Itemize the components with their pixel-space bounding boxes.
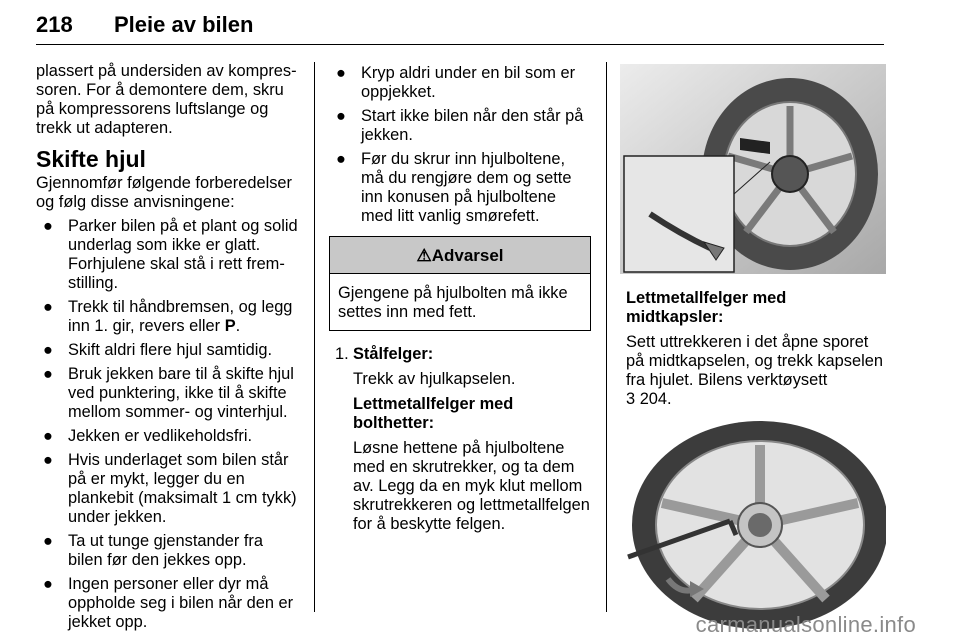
bullet-icon: ● [43,341,53,359]
list-item: ● Trekk til håndbremsen, og legg inn 1. gir, revers eller P. [43,298,293,335]
bullet-icon: ● [43,575,53,593]
list-item: ● Start ikke bilen når den står på jekken. [336,107,584,144]
page-title: Pleie av bilen [114,12,254,37]
warning-box [329,236,591,331]
warning-header [330,237,590,274]
lead-paragraph: Gjennomfør følgende forberedelser og følg disse anvisningene: [36,174,292,211]
step-item [329,345,591,364]
bullet-icon: ● [43,532,53,550]
step-number: 1. [335,345,349,363]
list-item: ● Parker bilen på et plant og solid underlag som ikke er glatt. Forhjulene skal stå i rett frem-stilling. [43,217,298,292]
bullet-icon: ● [43,451,53,469]
bullet-icon: ● [336,107,346,125]
bullet-icon: ● [336,150,346,168]
list-item: ● Før du skrur inn hjulboltene, må du rengjøre dem og sette inn konusen på hjulboltene med litt vanlig smørefett. [336,150,572,225]
column-1 [36,62,298,632]
wheel-center-cap-illustration [620,64,886,274]
list-item: ● Skift aldri flere hjul samtidig. [43,341,273,359]
intro-paragraph: plassert på undersiden av kompressoren. For å demontere dem, skru på kompressorens luftslange og trekk ut adapteren. [36,62,297,137]
wheel-alloy-illustration [620,417,886,629]
list-item: ● Kryp aldri under en bil som er oppjekket. [336,64,576,101]
caption-text: Sett uttrekkeren i det åpne sporet på midtkapselen, og trekk kapselen fra hjulet. Bilens verktøysett 3 204. [626,333,883,408]
page-header [36,4,884,45]
column-divider [606,62,607,612]
watermark: carmanualsonline.info [695,612,916,637]
page-reference-icon: 3 [626,390,636,408]
list-item: ● Ingen personer eller dyr må oppholde seg i bilen når den er jekket opp. [43,575,294,631]
bullet-icon: ● [43,217,53,235]
page-number: 218 [36,12,73,37]
bullet-icon: ● [336,64,346,82]
sub-text: Løsne hettene på hjulboltene med en skrutrekker, og ta dem av. Legg da en myk klut mellom skrutrekkeren og lettmetallfelgen for å beskytte felgen. [353,439,590,533]
list-item: ● Bruk jekken bare til å skifte hjul ved punktering, ikke til å skifte mellom sommer- og vinterhjul. [43,365,294,421]
column-3 [620,64,886,634]
warning-title: Advarsel [431,245,504,265]
caption-title: Lettmetallfelger med midtkapsler: [626,289,787,326]
warning-text: Gjengene på hjulbolten må ikke settes inn med fett. [338,284,568,321]
list-item: ● Jekken er vedlikeholdsfri. [43,427,253,445]
section-heading: Skifte hjul [36,146,146,172]
bullet-icon: ● [43,298,53,316]
sub-title: Lettmetallfelger med bolthetter: [353,395,514,432]
bullet-icon: ● [43,365,53,383]
bullet-icon: ● [43,427,53,445]
column-divider [314,62,315,612]
page-reference: 204. [639,390,672,408]
list-item: ● Ta ut tunge gjenstander fra bilen før den jekkes opp. [43,532,263,569]
list-item: ● Hvis underlaget som bilen står på er mykt, legger du en plankebit (maksimalt 1 cm tykk) under jekken. [43,451,297,526]
step-text: Trekk av hjulkapselen. [353,370,516,388]
column-2 [329,62,591,534]
step-title: Stålfelger: [353,345,434,363]
warning-icon: ⚠ [416,245,432,265]
